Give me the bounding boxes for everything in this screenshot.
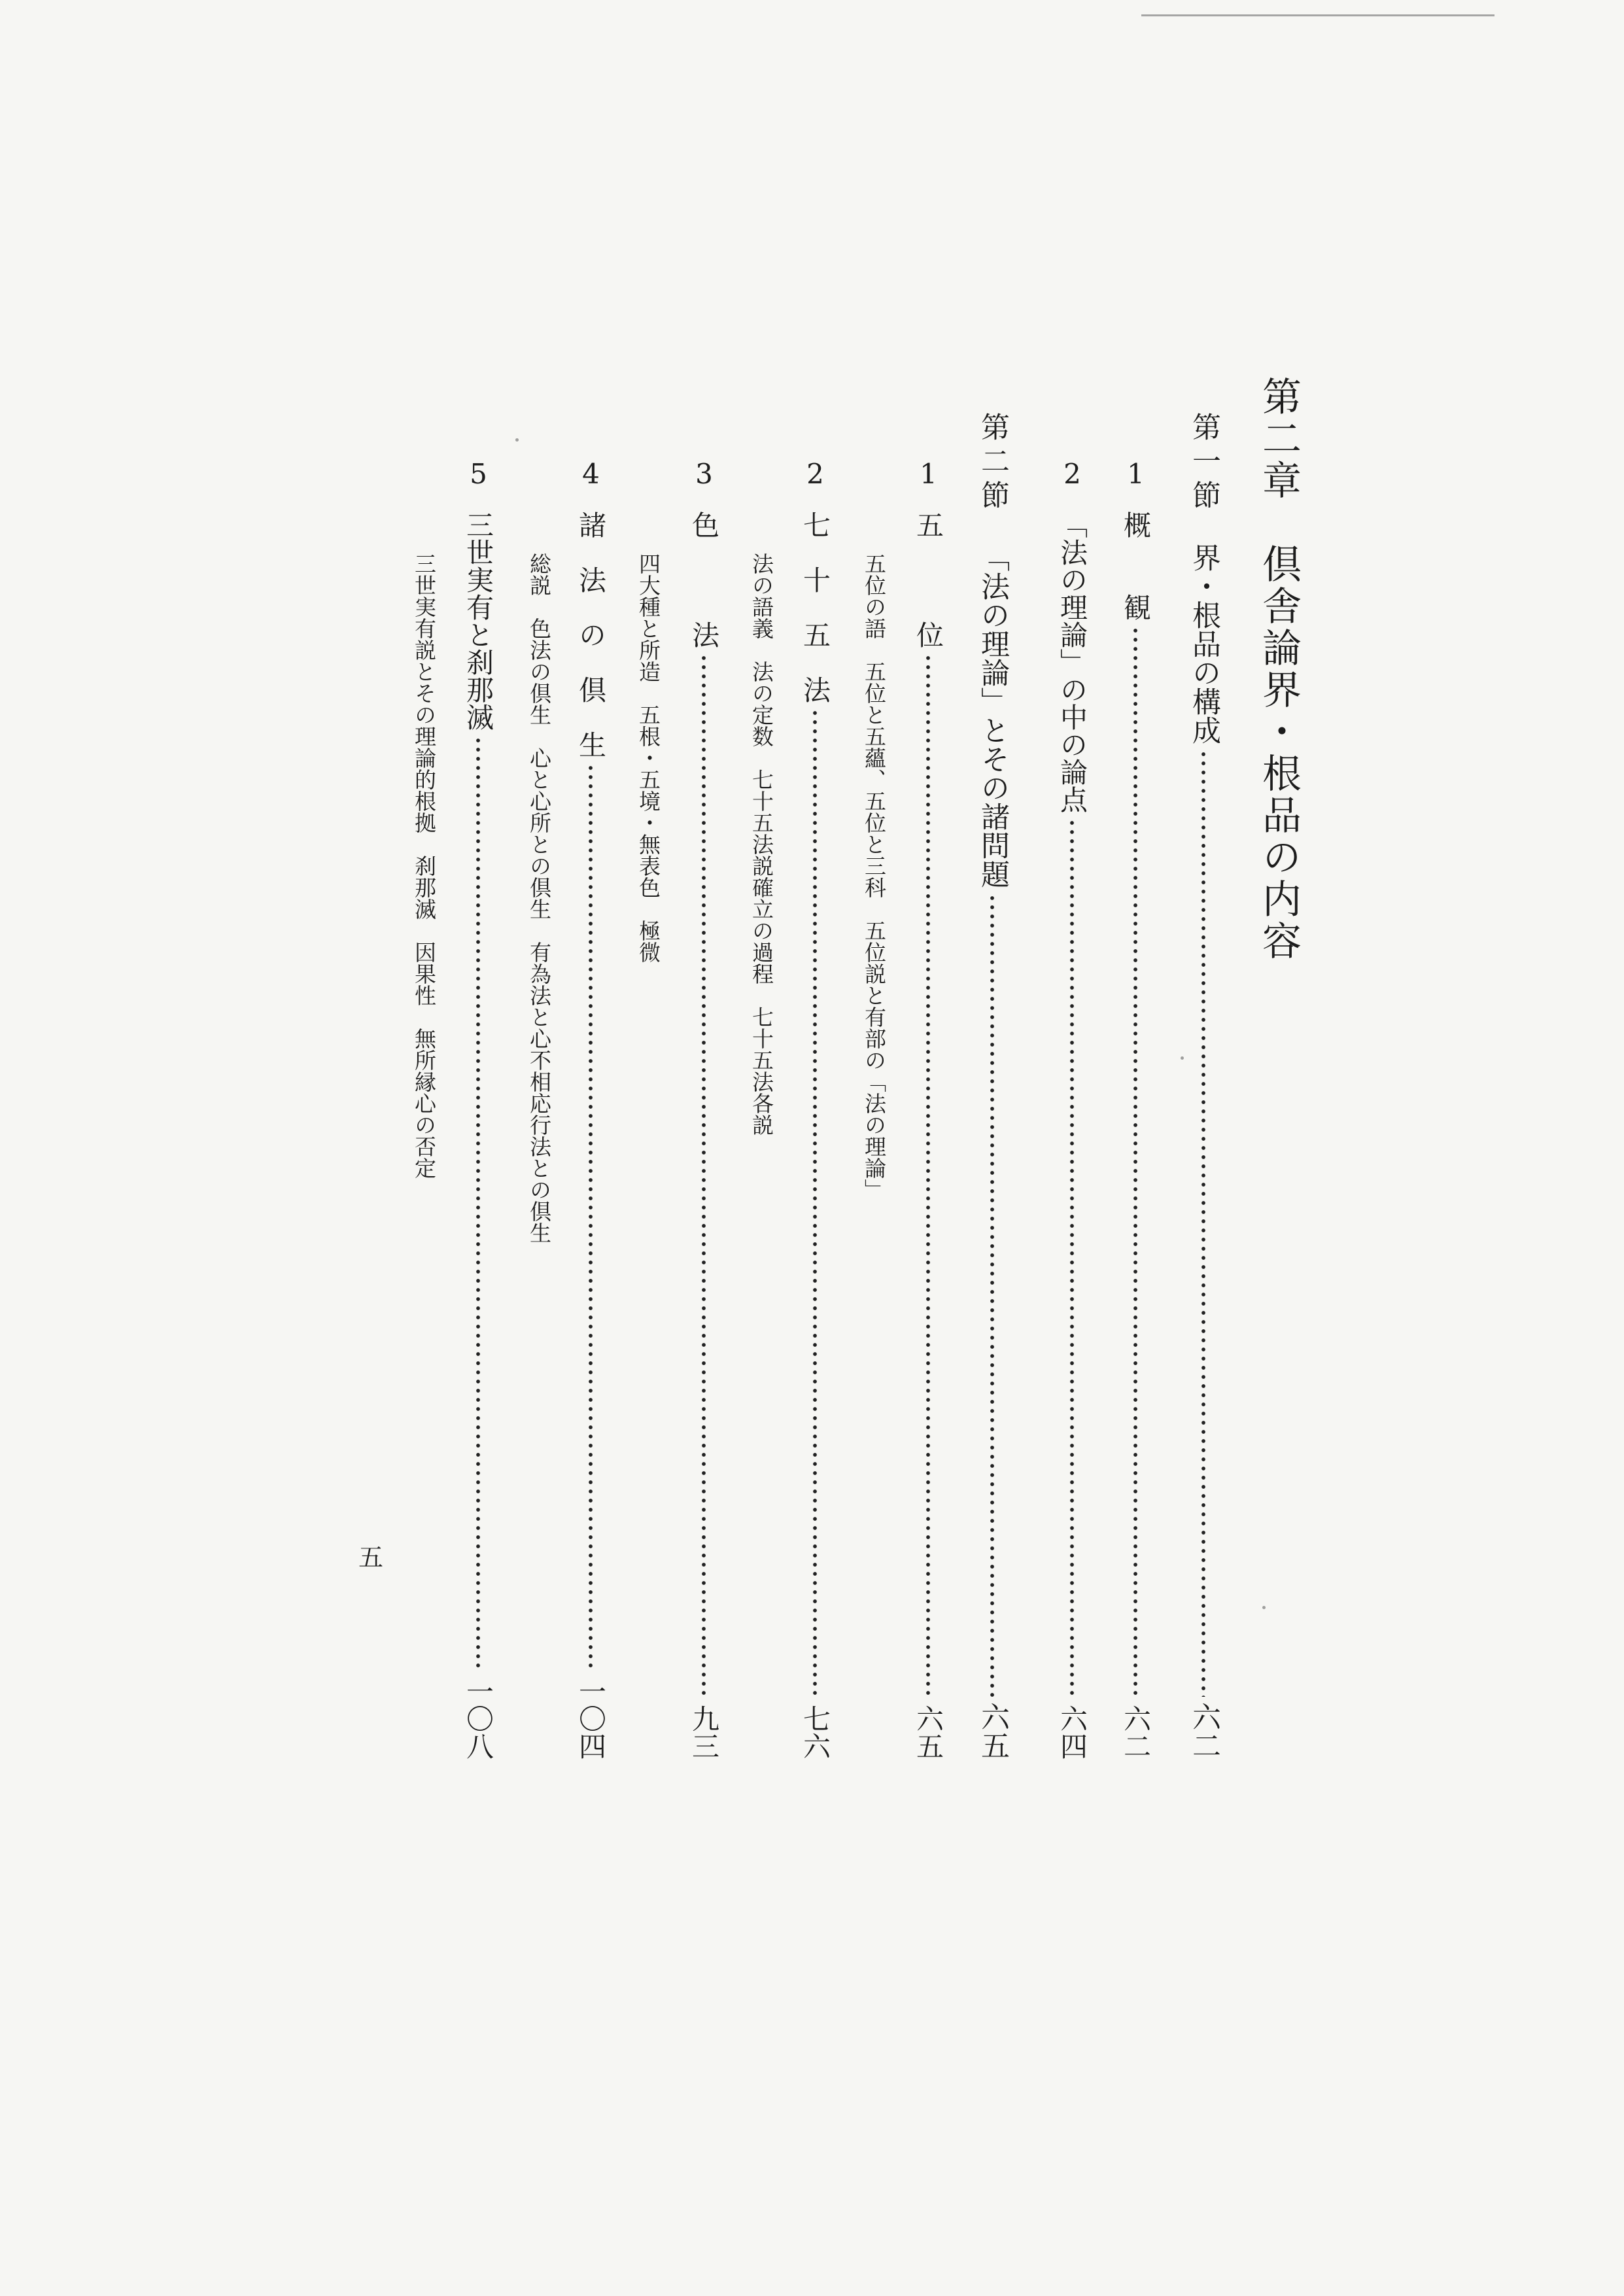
item-title: 色 法 [688, 511, 720, 648]
section-label: 第二節 [976, 412, 1009, 514]
toc-item[interactable] [1120, 458, 1152, 1760]
page-ref: 七六 [799, 1705, 831, 1760]
subtopic-list: 四大種と所造 五根・五境・無表色 極微 [636, 553, 661, 963]
toc-section-2[interactable] [978, 412, 1007, 1760]
item-number: 3 [688, 458, 720, 490]
chapter-title: 第二章 倶舎論界・根品の内容 [1256, 376, 1302, 962]
item-number: 1 [1120, 458, 1152, 490]
item-title: 三世実有と刹那滅 [462, 511, 494, 731]
toc-section-1[interactable] [1189, 412, 1218, 1760]
item-title: 七 十 五 法 [799, 511, 831, 703]
dot-leader [690, 653, 717, 1699]
page-ref: 一〇八 [462, 1677, 494, 1760]
page-ref: 六二 [1187, 1702, 1220, 1760]
dot-leader [1058, 818, 1086, 1699]
dot-leader [914, 653, 942, 1699]
toc-item[interactable] [914, 458, 942, 1760]
page-ref: 一〇四 [575, 1677, 607, 1760]
scan-speck [515, 438, 519, 442]
section-title: 界・根品の構成 [1187, 543, 1220, 744]
toc-item[interactable] [575, 458, 607, 1760]
subtopic-list: 法の語義 法の定数 七十五法説確立の過程 七十五法各説 [749, 553, 774, 1136]
page-number: 五 [358, 1543, 384, 1572]
item-number: 2 [1056, 458, 1088, 490]
item-number: 2 [799, 458, 831, 490]
section-label: 第一節 [1187, 412, 1220, 514]
dot-leader [577, 763, 604, 1672]
dot-leader [801, 708, 829, 1699]
dot-leader [978, 894, 1007, 1697]
toc-item[interactable] [1058, 458, 1086, 1760]
item-title: 五 位 [912, 511, 944, 648]
page-ref: 六五 [912, 1705, 944, 1760]
item-number: 5 [462, 458, 494, 490]
toc-item[interactable] [688, 458, 720, 1760]
dot-leader [1122, 626, 1149, 1699]
dot-leader [1189, 750, 1218, 1697]
toc-item[interactable] [801, 458, 829, 1760]
section-title: 「法の理論」とその諸問題 [976, 543, 1009, 888]
scan-speck [1181, 1056, 1184, 1060]
dot-leader [464, 736, 492, 1672]
item-number: 1 [912, 458, 944, 490]
subtopic-list: 総説 色法の倶生 心と心所との倶生 有為法と心不相応行法との倶生 [527, 553, 552, 1244]
item-title: 「法の理論」の中の論点 [1056, 511, 1088, 813]
page-ref: 九三 [688, 1705, 720, 1760]
item-number: 4 [575, 458, 607, 490]
scan-speck [1262, 1606, 1266, 1609]
scan-edge-line [1141, 14, 1494, 16]
item-title: 概 観 [1120, 511, 1152, 621]
page-ref: 六四 [1056, 1705, 1088, 1760]
page-ref: 六二 [1120, 1705, 1152, 1760]
item-title: 諸 法 の 倶 生 [575, 511, 607, 758]
subtopic-list: 三世実有説とその理論的根拠 刹那滅 因果性 無所縁心の否定 [411, 553, 437, 1179]
page-ref: 六五 [976, 1702, 1009, 1760]
subtopic-list: 五位の語 五位と五蘊、五位と三科 五位説と有部の「法の理論」 [861, 553, 887, 1200]
toc-item[interactable] [464, 458, 492, 1760]
